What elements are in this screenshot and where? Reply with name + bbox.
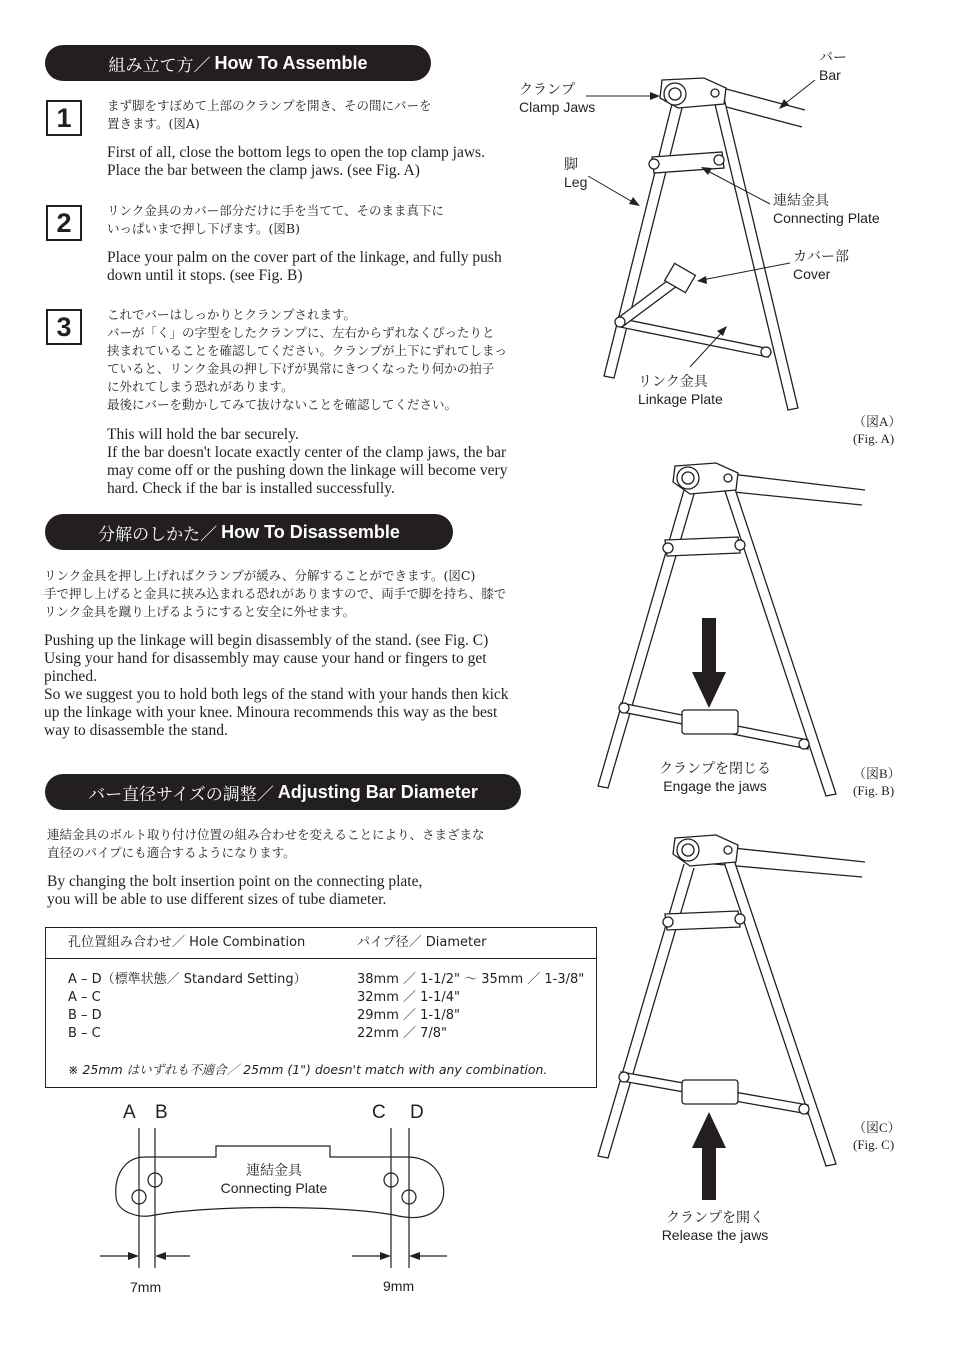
step-1-number: 1 xyxy=(46,100,82,136)
table-combinations: A – D（標準状態／ Standard Setting） A – C B – D B – C xyxy=(68,972,307,1041)
adjust-text-jp: 連結金具のボルト取り付け位置の組み合わせを変えることにより、さまざまな 直径のパイプにも適合するようになります。 xyxy=(47,827,485,860)
fig-a-caption: （図A） (Fig. A) xyxy=(853,414,902,446)
assemble-title-en: How To Assemble xyxy=(214,52,368,73)
step-2-text-jp: リンク金具のカバー部分だけに手を当てて、そのまま真下に いっぱいまで押し下げます。(図B) xyxy=(107,203,445,236)
fig-a-cover-label: カバー部 Cover xyxy=(793,248,849,282)
step-1-text-en: First of all, close the bottom legs to open the top clamp jaws. Place the bar between the clamp jaws. (see Fig. A) xyxy=(107,144,485,179)
step-2-text-en: Place your palm on the cover part of the linkage, and fully push down until it stops. (see Fig. B) xyxy=(107,249,502,284)
assemble-title-jp: 組み立て方／ xyxy=(108,55,211,76)
hole-label-c: C xyxy=(372,1102,386,1123)
dim-label-9mm: 9mm xyxy=(383,1278,415,1294)
fig-c-drawing xyxy=(0,815,954,1195)
fig-b-action-label: クランプを閉じる Engage the jaws xyxy=(659,760,771,794)
table-header-diameter: パイプ径／ Diameter xyxy=(357,935,487,950)
adjust-title-en: Adjusting Bar Diameter xyxy=(277,781,478,802)
fig-a-linkage-label: リンク金具 Linkage Plate xyxy=(638,373,723,407)
table-note: ※ 25mm はいずれも不適合／ 25mm (1") doesn't match with any combination. xyxy=(68,1062,548,1077)
fig-a-leg-label: 脚 Leg xyxy=(564,156,588,190)
plate-label: 連結金具 Connecting Plate xyxy=(220,1162,328,1196)
disassemble-text-jp: リンク金具を押し上げればクランプが緩み、分解することができます。(図C) 手で押し上げると金具に挟み込まれる恐れがありますので、両手で脚を持ち、膝で リンク金具を蹴り上げるようにすると安全に外せます。 xyxy=(44,568,507,619)
hole-label-b: B xyxy=(155,1102,168,1123)
fig-a-connecting-label: 連結金具 Connecting Plate xyxy=(773,192,880,226)
step-3-number: 3 xyxy=(46,309,82,345)
table-header-combination: 孔位置組み合わせ／ Hole Combination xyxy=(68,935,306,950)
dim-label-7mm: 7mm xyxy=(130,1279,162,1295)
step-3-text-jp: これでバーはしっかりとクランプされます。 バーが「く」の字型をしたクランプに、左右からずれなくぴったりと 挟まれていることを確認してください。クランプが上下にずれてしまっ ていると、リンク金具の押し下げが異常にきつくなったり何かの拍子 に外れてしまう恐れがあります。 最後にバーを動かしてみて抜けないことを確認してください。 xyxy=(107,307,508,412)
fig-a-clamp-label: クランプ Clamp Jaws xyxy=(519,81,596,115)
adjust-text-en: By changing the bolt insertion point on the connecting plate, you will be able to use different sizes of tube diameter. xyxy=(47,873,423,908)
table-diameters: 38mm ／ 1-1/2" 〜 35mm ／ 1-3/8" 32mm ／ 1-1/4" 29mm ／ 1-1/8" 22mm ／ 7/8" xyxy=(357,972,585,1041)
fig-b-caption: （図B） (Fig. B) xyxy=(853,766,901,798)
adjust-title-jp: バー直径サイズの調整／ xyxy=(88,784,274,805)
fig-c-caption: （図C） (Fig. C) xyxy=(853,1120,901,1152)
hole-label-a: A xyxy=(123,1102,136,1123)
disassemble-title-en: How To Disassemble xyxy=(221,521,400,542)
step-2-number: 2 xyxy=(46,205,82,241)
step-3-text-en: This will hold the bar securely. If the bar doesn't locate exactly center of the clamp jaws, the bar may come off or the pushing down the linkage will become very hard. Check if the bar is installed successfully. xyxy=(107,426,508,497)
disassemble-title-jp: 分解のしかた／ xyxy=(98,524,218,545)
fig-b-drawing xyxy=(0,440,954,800)
fig-a-bar-label: バー Bar xyxy=(819,49,847,83)
step-1-text-jp: まず脚をすぼめて上部のクランプを開き、その間にバーを 置きます。(図A) xyxy=(107,98,432,131)
hole-label-d: D xyxy=(410,1102,424,1123)
disassemble-text-en: Pushing up the linkage will begin disassembly of the stand. (see Fig. C) Using your hand for disassembly may cause your hand or fingers to get pinched. So we suggest you to hold both legs of the stand with your hands then kick up the linkage with your knee. Minoura recommends this way as the best way to disassemble the stand. xyxy=(44,632,509,739)
fig-c-action-label: クランプを開く Release the jaws xyxy=(661,1209,769,1243)
